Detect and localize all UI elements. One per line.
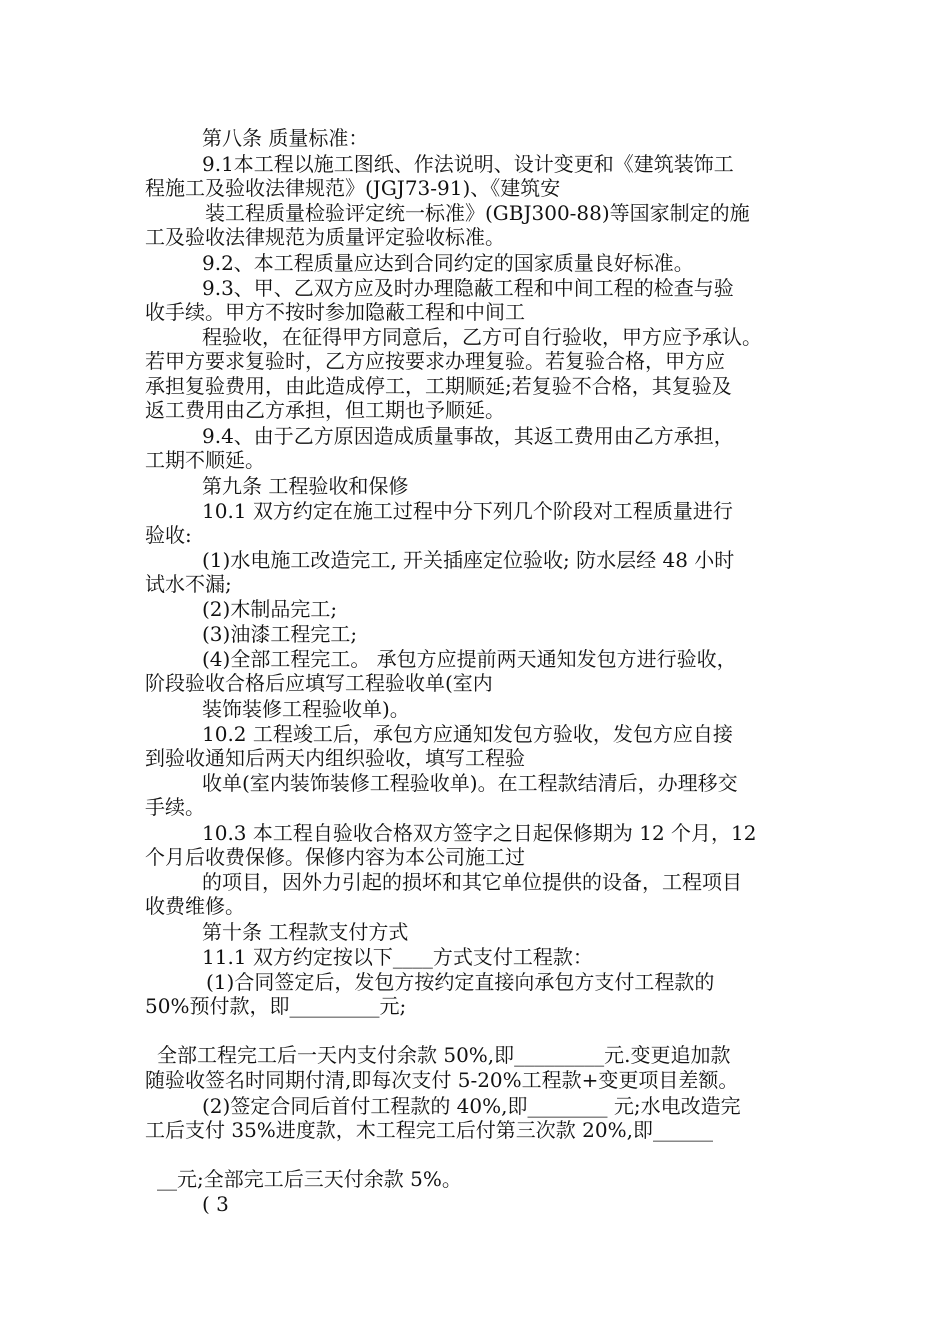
paragraph-line: 若甲方要求复验时，乙方应按要求办理复验。若复验合格，甲方应 [145, 349, 725, 373]
paragraph-line: (3)油漆工程完工; [202, 622, 358, 646]
paragraph-line: 10.1 双方约定在施工过程中分下列几个阶段对工程质量进行 [202, 499, 733, 523]
paragraph-line: 10.2 工程竣工后，承包方应通知发包方验收，发包方应自接 [202, 722, 733, 746]
paragraph-line: 手续。 [145, 795, 205, 819]
paragraph-line: 9.3、甲、乙双方应及时办理隐蔽工程和中间工程的检查与验 [202, 276, 734, 300]
paragraph-line: 的项目，因外力引起的损坏和其它单位提供的设备，工程项目 [202, 870, 742, 894]
paragraph-line: 10.3 本工程自验收合格双方签字之日起保修期为 12 个月，12 [202, 821, 757, 845]
paragraph-line: ( 3 [202, 1192, 229, 1216]
paragraph-line: 50%预付款，即_________元; [145, 994, 407, 1018]
paragraph-line: 9.2、本工程质量应达到合同约定的国家质量良好标准。 [202, 251, 694, 275]
paragraph-line: 工及验收法律规范为质量评定验收标准。 [145, 225, 505, 249]
paragraph-line: 验收: [145, 523, 192, 547]
paragraph-line: 收费维修。 [145, 894, 245, 918]
paragraph-line: 到验收通知后两天内组织验收，填写工程验 [145, 746, 525, 770]
paragraph-line: 程施工及验收法律规范》(JGJ73-91)、《建筑安 [145, 176, 561, 200]
paragraph-line: (1)水电施工改造完工, 开关插座定位验收; 防水层经 48 小时 [202, 548, 735, 572]
paragraph-line: 收单(室内装饰装修工程验收单)。在工程款结清后，办理移交 [202, 771, 738, 795]
paragraph-line: 个月后收费保修。保修内容为本公司施工过 [145, 845, 525, 869]
paragraph-line: 全部工程完工后一天内支付余款 50%,即_________元.变更追加款 [157, 1043, 731, 1067]
paragraph-line: (2)木制品完工; [202, 597, 338, 621]
paragraph-line: (4)全部工程完工。 承包方应提前两天通知发包方进行验收， [202, 647, 737, 671]
section-heading-10: 第十条 工程款支付方式 [202, 920, 409, 944]
paragraph-line: 9.4、由于乙方原因造成质量事故，其返工费用由乙方承担， [202, 424, 734, 448]
paragraph-line: 试水不漏; [145, 572, 232, 596]
paragraph-line: 装饰装修工程验收单)。 [202, 697, 410, 721]
paragraph-line: __元;全部完工后三天付余款 5%。 [157, 1167, 462, 1191]
paragraph-line: (2)签定合同后首付工程款的 40%,即________ 元;水电改造完 [202, 1094, 741, 1118]
paragraph-line: 程验收，在征得甲方同意后，乙方可自行验收，甲方应予承认。 [202, 325, 762, 349]
paragraph-line: 工期不顺延。 [145, 448, 265, 472]
paragraph-line: 随验收签名时同期付清,即每次支付 5-20%工程款+变更项目差额。 [145, 1068, 739, 1092]
paragraph-line: 11.1 双方约定按以下____方式支付工程款： [202, 945, 593, 969]
paragraph-line: 返工费用由乙方承担，但工期也予顺延。 [145, 398, 505, 422]
paragraph-line: (1)合同签定后，发包方按约定直接向承包方支付工程款的 [206, 970, 715, 994]
paragraph-line: 收手续。甲方不按时参加隐蔽工程和中间工 [145, 300, 525, 324]
paragraph-line: 工后支付 35%进度款，木工程完工后付第三次款 20%,即______ [145, 1118, 713, 1142]
paragraph-line: 装工程质量检验评定统一标准》(GBJ300-88)等国家制定的施 [205, 201, 750, 225]
section-heading-9: 第九条 工程验收和保修 [202, 474, 409, 498]
paragraph-line: 承担复验费用，由此造成停工，工期顺延;若复验不合格，其复验及 [145, 374, 732, 398]
paragraph-line: 9.1本工程以施工图纸、作法说明、设计变更和《建筑装饰工 [202, 152, 734, 176]
section-heading-8: 第八条 质量标准： [202, 126, 369, 150]
paragraph-line: 阶段验收合格后应填写工程验收单(室内 [145, 671, 493, 695]
